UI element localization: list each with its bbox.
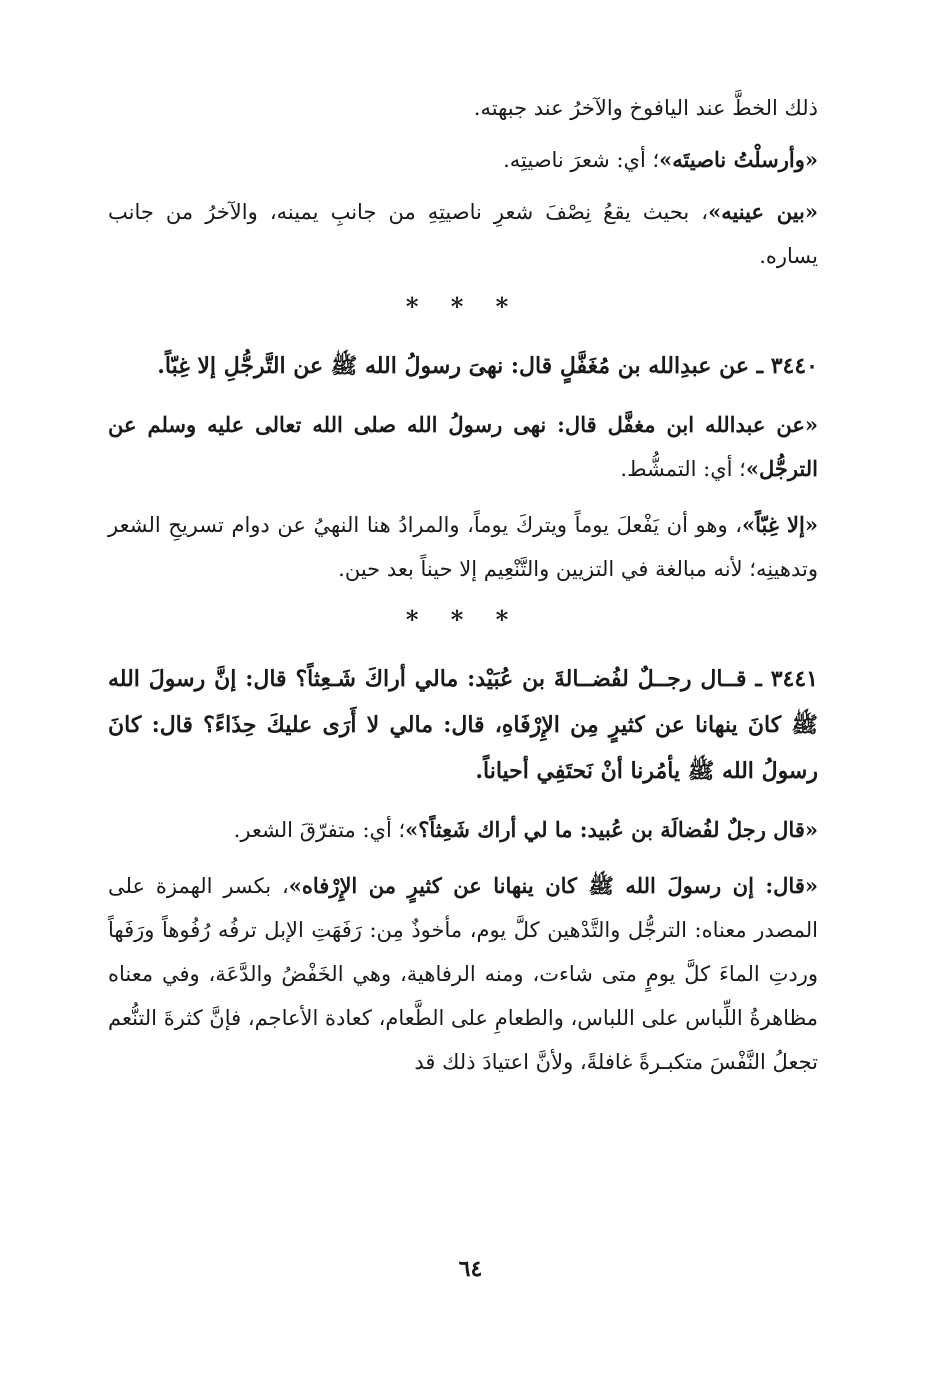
quoted-phrase: «إلا غِبّاً»	[741, 512, 818, 537]
page-number: ٦٤	[458, 1256, 483, 1282]
quoted-phrase: «قال: إن رسولَ الله ﷺ كان ينهانا عن كثيرٍ من الإِرْفاه»	[288, 873, 818, 898]
paragraph-commentary-4	[108, 403, 818, 491]
commentary-text: ، بكسر الهمزة على المصدر معناه: الترجُّل والتَّدْهين كلَّ يوم، مأخوذٌ مِن: رَفَهَتِ الإبل ترفُه رُفُوهاً ورَفَهاً وردتِ الماءَ كلَّ يومٍ متى شاءت، ومنه الرفاهية، وهي الخَفْضُ والدَّعَة، وفي معناه مظاهرةُ اللِّباس على اللباس، والطعامِ على الطَّعام، كعادة الأعاجم، فإنَّ كثرةَ التنُّعم تجعلُ النَّفْسَ متكبـرةً غافلةً، ولأنَّ اعتيادَ ذلك قد	[108, 874, 818, 1074]
paragraph-commentary-5	[108, 503, 818, 591]
page-body	[108, 86, 818, 1096]
paragraph-commentary-3	[108, 190, 818, 278]
commentary-text: ذلك الخطَّ عند اليافوخ والآخرُ عند جبهته.	[473, 96, 818, 120]
section-separator: * * *	[405, 292, 521, 321]
commentary-text: ؛ أي: شعرَ ناصيتِه.	[503, 148, 660, 172]
commentary-text: ؛ أي: التمشُّط.	[620, 457, 746, 481]
hadith-3440: ٣٤٤٠ ـ عن عبدِالله بن مُغَفَّلٍ قال: نهىَ رسولُ الله ﷺ عن التَّرجُّلِ إلا غِبّاً.	[157, 353, 818, 379]
paragraph-commentary-2	[108, 138, 818, 182]
hadith-3441: ٣٤٤١ ـ قــال رجــلٌ لفُضــالةَ بن عُبَيْد: مالي أراكَ شَـعِثاً؟ قال: إنَّ رسولَ الله ﷺ كانَ ينهانا عن كثيرٍ مِن الإِرْفَاهِ، قال: مالي لا أَرَى عليكَ حِذَاءً؟ قال: كانَ رسولُ الله ﷺ يأمُرنا أنْ نَحتَفِي أحياناً.	[108, 666, 818, 784]
quoted-phrase: «قال رجلٌ لفُضالَة بن عُبيد: ما لي أراك شَعِثاً؟»	[405, 817, 818, 842]
section-separator: * * *	[405, 605, 521, 634]
commentary-text: ؛ أي: متفرّقَ الشعر.	[233, 818, 406, 842]
quoted-phrase: «بين عينيه»	[708, 199, 819, 224]
commentary-text: ، بحيث يقعُ نِصْفَ شعرِ ناصيتِهِ من جانبِ يمينه، والآخرُ من جانب يساره.	[108, 200, 818, 268]
paragraph-commentary-7	[108, 864, 818, 1084]
paragraph-commentary-6	[108, 808, 818, 852]
quoted-phrase: «عن عبدالله ابن مغفَّل قال: نهى رسولُ الله صلى الله تعالى عليه وسلم عن الترجُّل»	[108, 412, 818, 481]
commentary-text: ، وهو أن يَفْعلَ يوماً ويتركَ يوماً، والمرادُ هنا النهيُ عن دوام تسريحِ الشعر وتدهينِه؛ لأنه مبالغة في التزيين والتَّنْعِيم إلا حيناً بعد حين.	[108, 513, 818, 581]
quoted-phrase: «وأرسلْتُ ناصيتَه»	[659, 147, 818, 172]
paragraph-commentary-1	[108, 86, 818, 130]
